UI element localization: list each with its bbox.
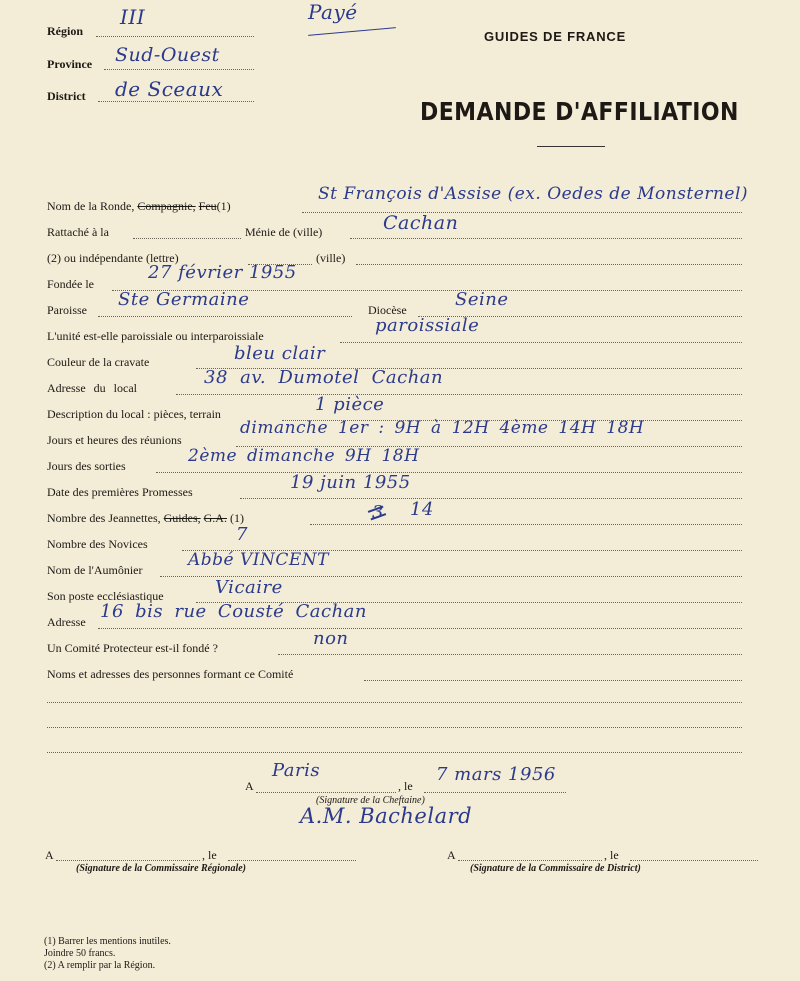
- menie-value: Cachan: [383, 212, 459, 234]
- rattache-label: Rattaché à la: [47, 225, 109, 239]
- adresse-line: [98, 628, 742, 629]
- organization-name: GUIDES DE FRANCE: [484, 29, 627, 44]
- district-label: District: [47, 89, 86, 103]
- aumonier-label: Nom de l'Aumônier: [47, 563, 143, 577]
- region-label: Région: [47, 24, 83, 38]
- cheftaine-signature: A.M. Bachelard: [300, 804, 473, 828]
- paroisse-label: Paroisse: [47, 303, 87, 317]
- footnotes: [44, 936, 171, 972]
- regional-place-line: [56, 860, 200, 861]
- noms-comite-label: Noms et adresses des personnes formant ce Comité: [47, 667, 294, 681]
- province-value: Sud-Ouest: [115, 44, 220, 66]
- menie-line: [350, 238, 742, 239]
- unite-line: [340, 342, 742, 343]
- independante-ville-label: (ville): [316, 251, 346, 265]
- paid-underline: [308, 27, 396, 36]
- region-value: III: [120, 5, 146, 29]
- title-rule: [537, 146, 605, 147]
- page-title: DEMANDE D'AFFILIATION: [420, 97, 739, 126]
- adresse-local-label: Adresse du local: [47, 381, 137, 395]
- fondee-value: 27 février 1955: [148, 262, 297, 283]
- ronde-label: Nom de la Ronde, Compagnie, Feu(1): [47, 199, 231, 213]
- independante-ville-line: [356, 264, 742, 265]
- sorties-value: 2ème dimanche 9H 18H: [188, 446, 420, 466]
- jeannettes-line: [310, 524, 742, 525]
- district-value: de Sceaux: [115, 77, 224, 101]
- poste-label: Son poste ecclésiastique: [47, 589, 164, 603]
- sorties-label: Jours des sorties: [47, 459, 126, 473]
- footnote-3: (2) A remplir par la Région.: [44, 960, 156, 971]
- novices-label: Nombre des Novices: [47, 537, 148, 551]
- description-label: Description du local : pièces, terrain: [47, 407, 221, 421]
- region-line: [96, 36, 254, 37]
- aumonier-value: Abbé VINCENT: [188, 550, 330, 570]
- diocese-value: Seine: [455, 289, 509, 310]
- cravate-value: bleu clair: [234, 343, 326, 364]
- reunions-value: dimanche 1er : 9H à 12H 4ème 14H 18H: [240, 418, 645, 438]
- paid-annotation: Payé: [308, 0, 358, 24]
- paroisse-line: [98, 316, 352, 317]
- adresse-value: 16 bis rue Cousté Cachan: [100, 601, 367, 622]
- unite-value: paroissiale: [375, 315, 480, 336]
- jeannettes-struck-digit: 3: [372, 502, 384, 523]
- ronde-value: St François d'Assise (ex. Oedes de Monsternel): [318, 184, 749, 204]
- rattache-line: [133, 238, 241, 239]
- comite-extra-line-1: [47, 702, 742, 703]
- regional-le-label: , le: [202, 848, 217, 862]
- sign-date-line: [424, 792, 566, 793]
- comite-extra-line-2: [47, 727, 742, 728]
- adresse-local-value: 38 av. Dumotel Cachan: [204, 367, 444, 388]
- reunions-label: Jours et heures des réunions: [47, 433, 182, 447]
- district-place-line: [458, 860, 602, 861]
- description-value: 1 pièce: [315, 394, 385, 415]
- adresse-label: Adresse: [47, 615, 86, 629]
- independante-label: (2) ou indépendante (lettre): [47, 251, 179, 265]
- province-label: Province: [47, 57, 93, 71]
- jeannettes-value: 14: [410, 499, 434, 520]
- comite-label: Un Comité Protecteur est-il fondé ?: [47, 641, 218, 655]
- comite-value: non: [313, 628, 349, 649]
- unite-label: L'unité est-elle paroissiale ou interparoissiale: [47, 329, 264, 343]
- regional-date-line: [228, 860, 356, 861]
- menie-label: Ménie de (ville): [245, 225, 323, 239]
- footnote-2: Joindre 50 francs.: [44, 948, 116, 959]
- district-caption: (Signature de la Commissaire de District): [470, 863, 641, 874]
- footnote-1: (1) Barrer les mentions inutiles.: [44, 936, 171, 947]
- promesses-value: 19 juin 1955: [290, 472, 411, 493]
- novices-value: 7: [236, 524, 248, 545]
- sign-a-label: A: [245, 779, 254, 793]
- sign-place: Paris: [272, 760, 321, 781]
- fondee-label: Fondée le: [47, 277, 94, 291]
- comite-line: [278, 654, 742, 655]
- promesses-line: [240, 498, 742, 499]
- sorties-line: [156, 472, 742, 473]
- comite-extra-line-3: [47, 752, 742, 753]
- district-line: [98, 101, 254, 102]
- district-le-label: , le: [604, 848, 619, 862]
- regional-a-label: A: [45, 848, 54, 862]
- ronde-line: [302, 212, 742, 213]
- sign-date: 7 mars 1956: [436, 764, 556, 785]
- sign-le-label: , le: [398, 779, 413, 793]
- jeannettes-label: Nombre des Jeannettes, Guides, G.A. (1): [47, 511, 244, 525]
- cravate-label: Couleur de la cravate: [47, 355, 150, 369]
- regional-caption: (Signature de la Commissaire Régionale): [76, 863, 247, 874]
- district-date-line: [630, 860, 758, 861]
- paroisse-value: Ste Germaine: [118, 289, 250, 310]
- cheftaine-caption: (Signature de la Cheftaine): [316, 795, 425, 806]
- promesses-label: Date des premières Promesses: [47, 485, 193, 499]
- adresse-local-line: [176, 394, 742, 395]
- poste-value: Vicaire: [215, 577, 283, 598]
- district-a-label: A: [447, 848, 456, 862]
- province-line: [104, 69, 254, 70]
- noms-comite-line: [364, 680, 742, 681]
- diocese-label: Diocèse: [368, 303, 407, 317]
- sign-place-line: [256, 792, 396, 793]
